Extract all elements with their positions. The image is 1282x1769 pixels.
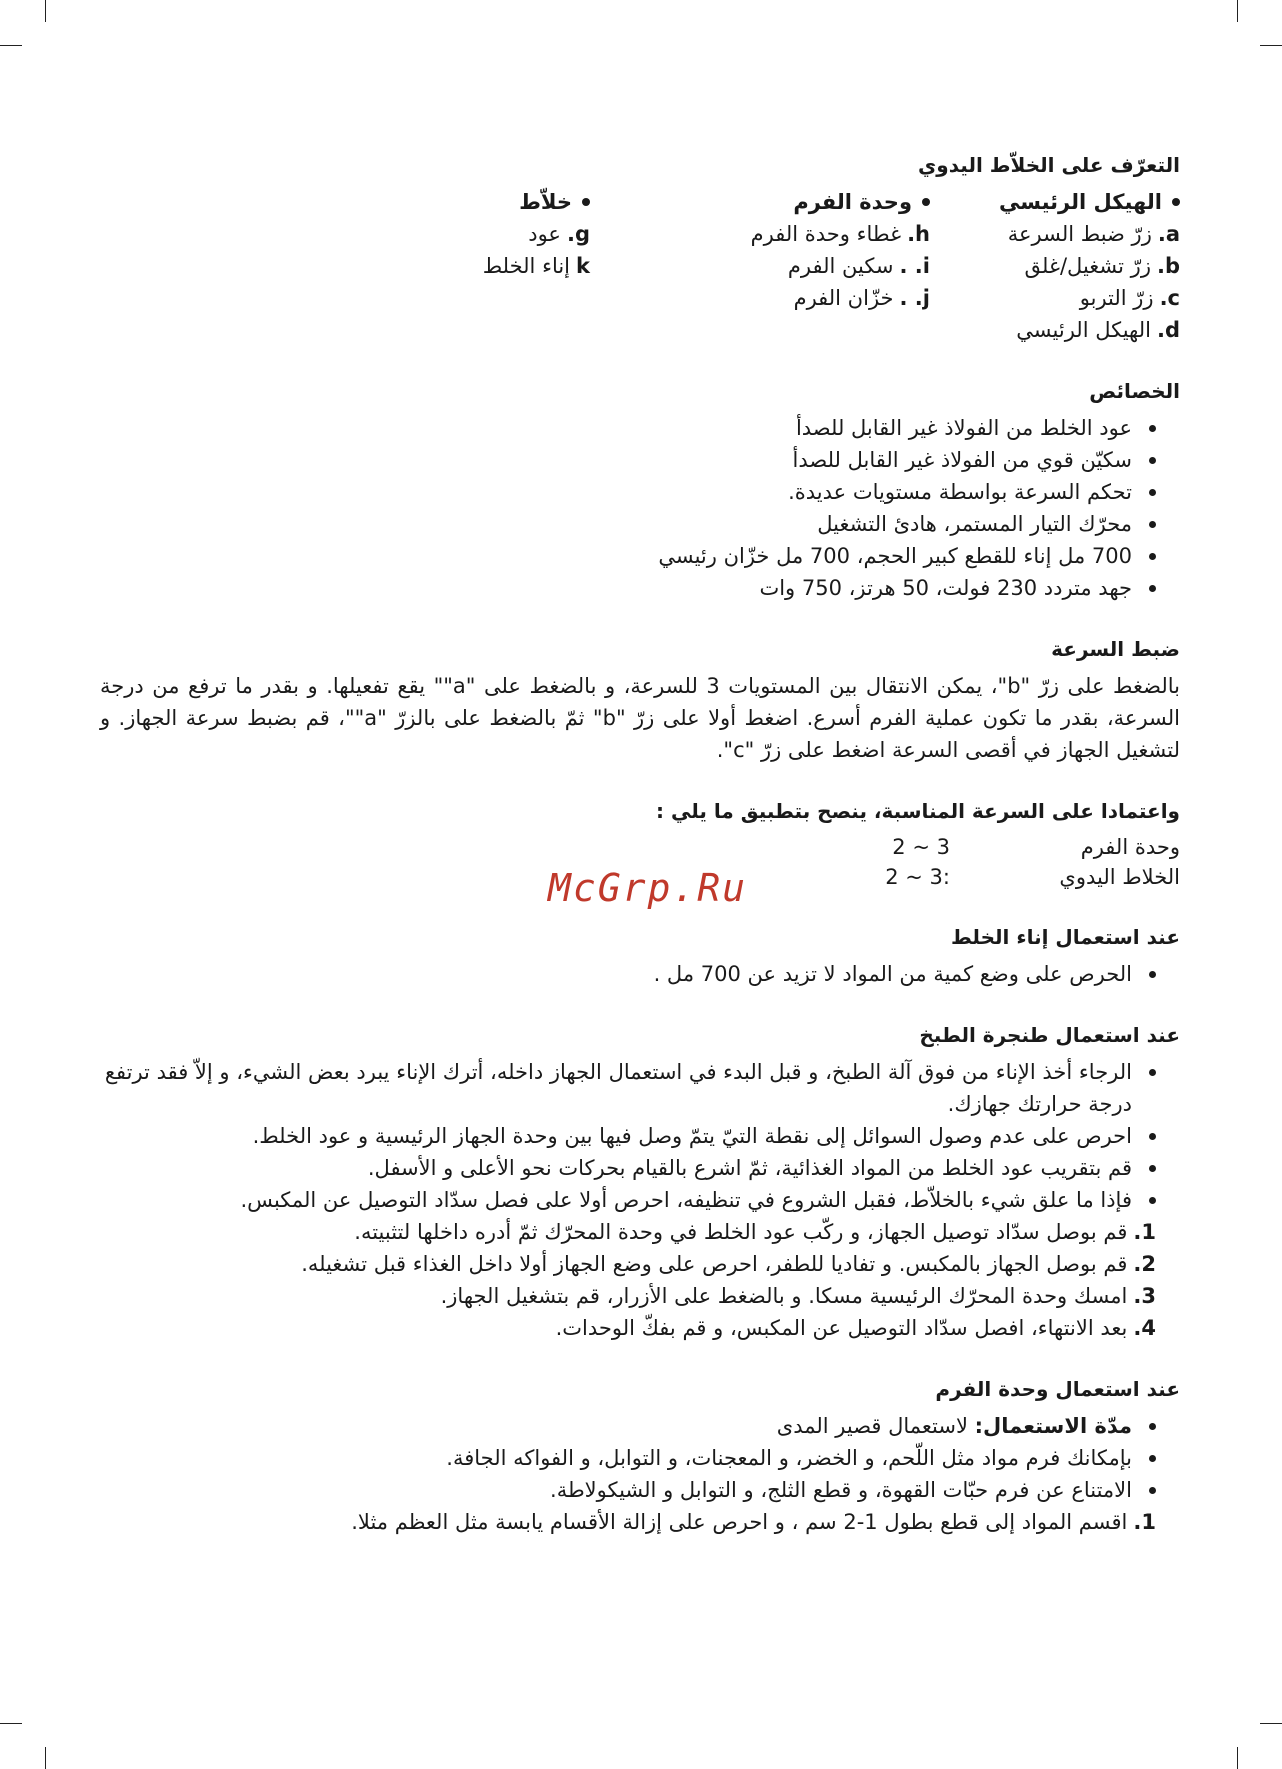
crop-mark-bottom-right <box>1237 1747 1238 1769</box>
part-item: d. الهيكل الرئيسي <box>1016 318 1180 342</box>
recommend-section <box>100 796 1180 892</box>
part-item: i. . سكين الفرم <box>787 254 930 278</box>
list-item: الرجاء أخذ الإناء من فوق آلة الطبخ، و قبل البدء في استعمال الجهاز داخله، أترك الإناء يبرد بعض الشيء، و إلاّ فقد ترتفع درجة حرارتك جهازك. <box>100 1056 1156 1120</box>
part-item: a. زرّ ضبط السرعة <box>1007 222 1180 246</box>
list-item: جهد متردد 230 فولت، 50 هرتز، 750 وات <box>100 572 1156 604</box>
mill-list <box>100 1410 1180 1506</box>
list-item: الحرص على وضع كمية من المواد لا تزيد عن 700 مل . <box>100 958 1156 990</box>
part-item: k إناء الخلط <box>482 254 590 278</box>
recommend-title: واعتمادا على السرعة المناسبة، ينصح بتطبيق ما يلي : <box>656 799 1180 823</box>
saucepan-list <box>100 1056 1180 1216</box>
main-body-heading: الهيكل الرئيسي <box>980 186 1180 218</box>
speed-table <box>100 832 1180 892</box>
saucepan-steps <box>100 1216 1180 1344</box>
list-item: مدّة الاستعمال: لاستعمال قصير المدى <box>100 1410 1156 1442</box>
step-item: 2. قم بوصل الجهاز بالمكبس. و تفاديا للطفر، احرص على وضع الجهاز أولا داخل الغذاء قبل تشغيله. <box>301 1252 1156 1276</box>
saucepan-title: عند استعمال طنجرة الطبخ <box>919 1023 1180 1047</box>
list-item: بإمكانك فرم مواد مثل اللّحم، و الخضر، و المعجنات، و التوابل، و الفواكه الجافة. <box>100 1442 1156 1474</box>
mixing-cup-section <box>100 922 1180 990</box>
part-item: j. . خزّان الفرم <box>793 286 930 310</box>
list-item: الامتناع عن فرم حبّات القهوة، و قطع الثلج، و التوابل و الشيكولاطة. <box>100 1474 1156 1506</box>
crop-mark-left-bottom <box>0 1723 22 1724</box>
saucepan-section <box>100 1020 1180 1344</box>
features-section <box>100 376 1180 604</box>
mixing-cup-title: عند استعمال إناء الخلط <box>951 925 1180 949</box>
main-body-column <box>980 186 1180 346</box>
speed-row-label: الخلاط اليدوي <box>1059 865 1180 889</box>
part-item: b. زرّ تشغيل/غلق <box>1024 254 1180 278</box>
blender-heading: خلاّط <box>390 186 590 218</box>
speed-title: ضبط السرعة <box>1051 637 1180 661</box>
list-item: قم بتقريب عود الخلط من المواد الغذائية، ثمّ اشرع بالقيام بحركات نحو الأعلى و الأسفل. <box>100 1152 1156 1184</box>
part-item: c. زرّ التربو <box>1079 286 1180 310</box>
mill-unit-column <box>600 186 980 346</box>
crop-mark-bottom-left <box>45 1747 46 1769</box>
crop-mark-right-top <box>1260 45 1282 46</box>
bullet-icon <box>922 198 930 206</box>
list-item: سكيّن قوي من الفولاذ غير القابل للصدأ <box>100 444 1156 476</box>
page-content <box>100 150 1180 1568</box>
watermark: McGrp.Ru <box>548 866 748 910</box>
crop-mark-top-left <box>45 0 46 22</box>
parts-section <box>100 150 1180 346</box>
list-item: 700 مل إناء للقطع كبير الحجم، 700 مل خزّان رئيسي <box>100 540 1156 572</box>
step-item: 4. بعد الانتهاء، افصل سدّاد التوصيل عن المكبس، و قم بفكّ الوحدات. <box>555 1316 1156 1340</box>
speed-row-value: 3 ~ 2 <box>892 835 950 859</box>
part-item: g. عود <box>528 222 590 246</box>
speed-paragraph: بالضغط على زرّ "b"، يمكن الانتقال بين المستويات 3 للسرعة، و بالضغط على "a"" يقع تفعيلها. و بقدر ما ترفع من درجة السرعة، بقدر ما تكون عملية الفرم أسرع. اضغط أولا على زرّ "b" ثمّ بالضغط على بالزرّ "a""، قم بضبط سرعة الجهاز. و لتشغيل الجهاز في أقصى السرعة اضغط على زرّ "c". <box>100 674 1181 762</box>
mill-unit-heading: وحدة الفرم <box>600 186 930 218</box>
mill-steps <box>100 1506 1180 1538</box>
step-item: 1. اقسم المواد إلى قطع بطول 1-2 سم ، و احرص على إزالة الأقسام يابسة مثل العظم مثلا. <box>351 1510 1156 1534</box>
mixing-cup-list <box>100 958 1180 990</box>
step-item: 1. قم بوصل سدّاد توصيل الجهاز، و ركّب عود الخلط في وحدة المحرّك ثمّ أدره داخلها لتثبيته. <box>354 1220 1156 1244</box>
mill-section <box>100 1374 1180 1538</box>
parts-title: التعرّف على الخلاّط اليدوي <box>917 153 1180 177</box>
part-item: h. غطاء وحدة الفرم <box>750 222 930 246</box>
features-title: الخصائص <box>1089 379 1180 403</box>
list-item: عود الخلط من الفولاذ غير القابل للصدأ <box>100 412 1156 444</box>
crop-mark-top-right <box>1237 0 1238 22</box>
crop-mark-right-bottom <box>1260 1723 1282 1724</box>
list-item: محرّك التيار المستمر، هادئ التشغيل <box>100 508 1156 540</box>
speed-row-value: :3 ~ 2 <box>885 865 950 889</box>
features-list <box>100 412 1180 604</box>
speed-section <box>100 634 1180 766</box>
crop-mark-left-top <box>0 45 22 46</box>
speed-row-label: وحدة الفرم <box>1080 835 1180 859</box>
list-item: فإذا ما علق شيء بالخلاّط، فقبل الشروع في تنظيفه، احرص أولا على فصل سدّاد التوصيل عن المكبس. <box>100 1184 1156 1216</box>
blender-column <box>390 186 600 346</box>
bullet-icon <box>582 198 590 206</box>
bullet-icon <box>1172 198 1180 206</box>
parts-columns <box>100 186 1180 346</box>
list-item: احرص على عدم وصول السوائل إلى نقطة التيّ يتمّ وصل فيها بين وحدة الجهاز الرئيسية و عود الخلط. <box>100 1120 1156 1152</box>
list-item: تحكم السرعة بواسطة مستويات عديدة. <box>100 476 1156 508</box>
step-item: 3. امسك وحدة المحرّك الرئيسية مسكا. و بالضغط على الأزرار، قم بتشغيل الجهاز. <box>440 1284 1156 1308</box>
mill-title: عند استعمال وحدة الفرم <box>935 1377 1180 1401</box>
